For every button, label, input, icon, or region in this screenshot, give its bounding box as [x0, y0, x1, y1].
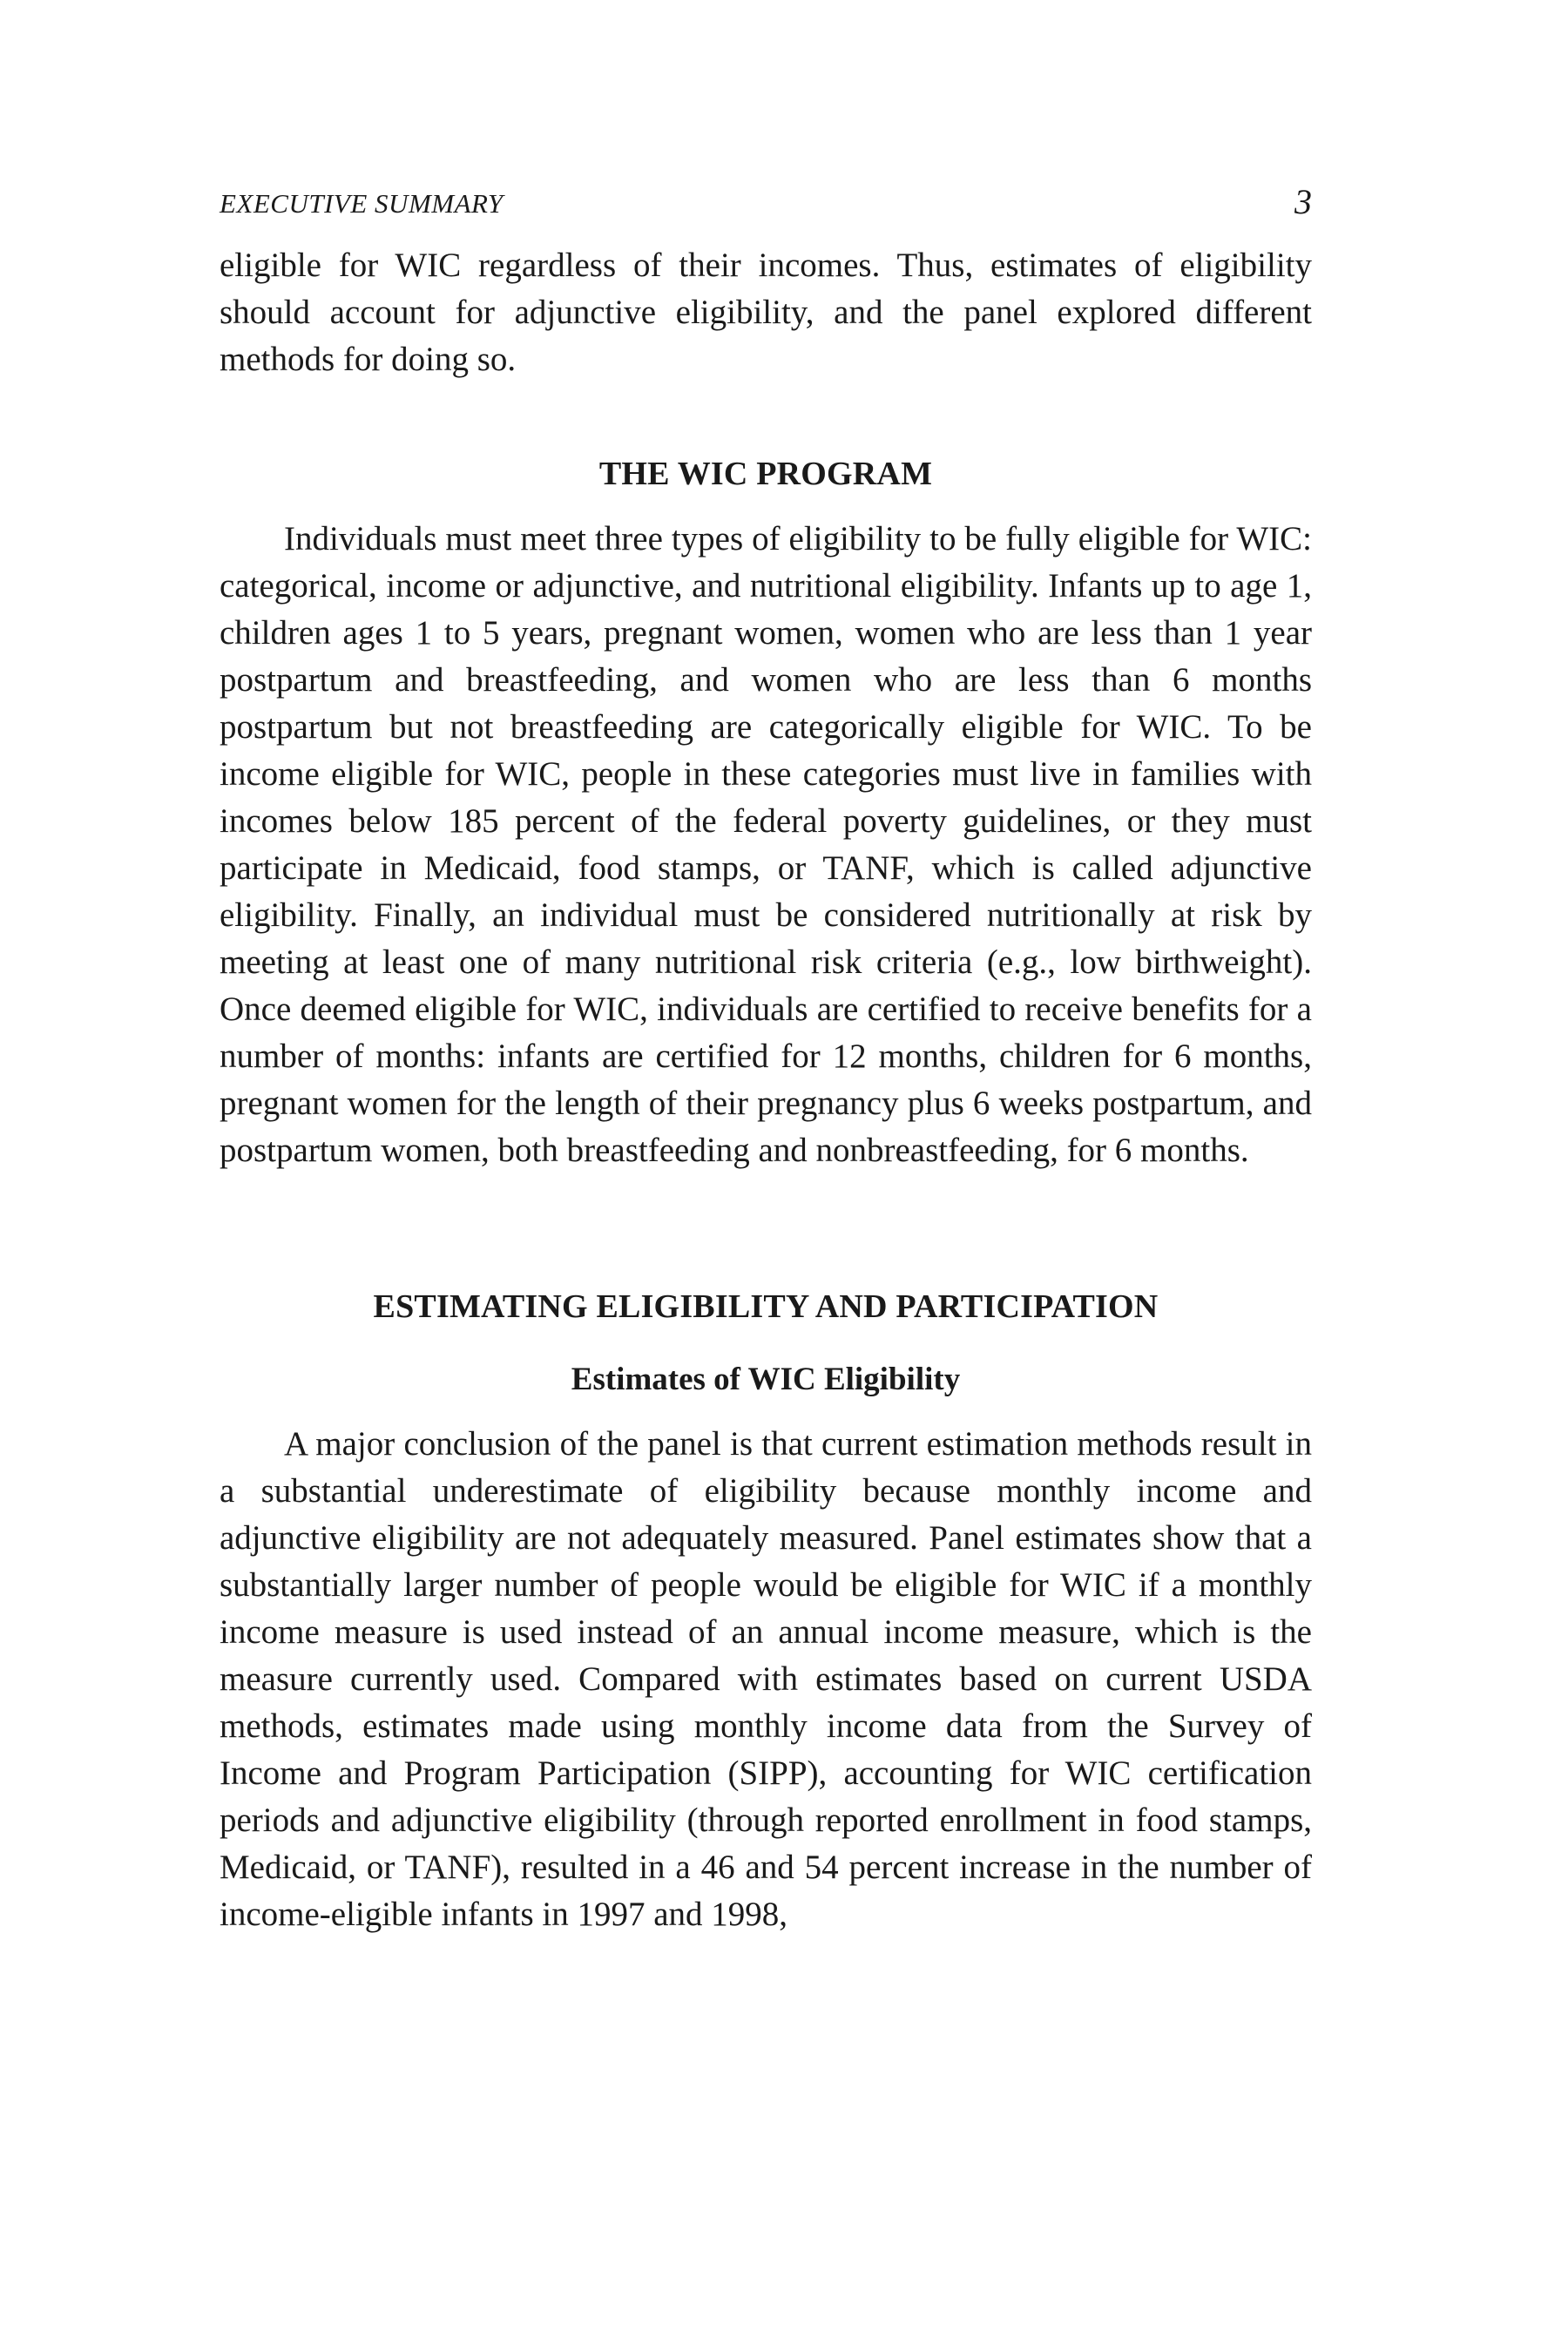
intro-continued-paragraph: eligible for WIC regardless of their incomes. Thus, estimates of eligibility should account for adjunctive eligibility, and the panel explored different methods for doing so. — [220, 247, 1312, 378]
eligibility-estimates-paragraph: A major conclusion of the panel is that current estimation methods result in a substantial underestimate of eligibility because monthly income and adjunctive eligibility are not adequately measured. Panel estimates show that a substantially larger number of people would be eligible for WIC if a monthly income measure is used instead of an annual income measure, which is the measure currently used. Compared with estimates based on current USDA methods, estimates made using monthly income data from the Survey of Income and Program Participation (SIPP), accounting for WIC certification periods and adjunctive eligibility (through reported enrollment in food stamps, Medicaid, or TANF), resulted in a 46 and 54 percent increase in the number of income-eligible infants in 1997 and 1998, — [220, 1425, 1312, 1933]
subsection-heading-estimates-of-wic-eligibility: Estimates of WIC Eligibility — [571, 1362, 961, 1397]
running-head-title: EXECUTIVE SUMMARY — [220, 188, 504, 219]
page-number: 3 — [1294, 182, 1312, 221]
section-heading-wic-program: THE WIC PROGRAM — [598, 456, 933, 492]
running-head — [220, 181, 1312, 230]
document-page — [220, 181, 1312, 1938]
section-heading-estimating-eligibility: ESTIMATING ELIGIBILITY AND PARTICIPATION — [373, 1288, 1159, 1325]
wic-program-paragraph: Individuals must meet three types of eligibility to be fully eligible for WIC: categorical, income or adjunctive, and nutritional eligibility. Infants up to age 1, children ages 1 to 5 years, pregnant women, women who are less than 1 year postpartum and breastfeeding, and women who are less than 6 months postpartum but not breastfeeding are categorically eligible for WIC. To be income eligible for WIC, people in these categories must live in families with incomes below 185 percent of the federal poverty guidelines, or they must participate in Medicaid, food stamps, or TANF, which is called adjunctive eligibility. Finally, an individual must be considered nutritionally at risk by meeting at least one of many nutritional risk criteria (e.g., low birthweight). Once deemed eligible for WIC, individuals are certified to receive benefits for a number of months: infants are certified for 12 months, children for 6 months, pregnant women for the length of their pregnancy plus 6 weeks postpartum, and postpartum women, both breastfeeding and nonbreastfeeding, for 6 months. — [220, 520, 1312, 1169]
